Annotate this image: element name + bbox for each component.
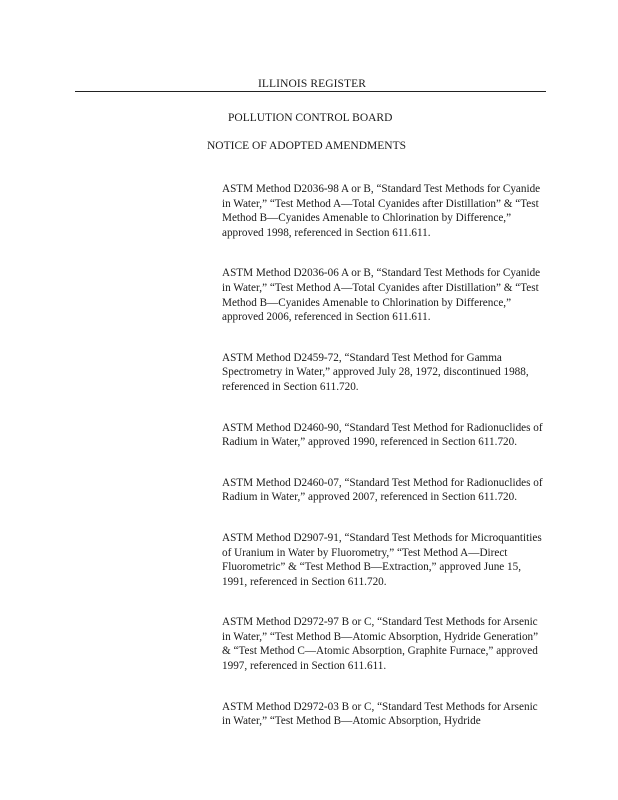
method-entry-d2460-07: ASTM Method D2460-07, “Standard Test Method for Radionuclides of Radium in Water,” approved 2007, referenced in Section 611.720.: [222, 476, 543, 504]
method-entry-d2972-97: ASTM Method D2972-97 B or C, “Standard Test Methods for Arsenic in Water,” “Test Method B—Atomic Absorption, Hydride Generation” & “Test Method C—Atomic Absorption, Graphite Furnace,” approved 1997, referenced in Section 611.611.: [222, 616, 539, 673]
header-rule: [75, 91, 546, 92]
board-title: POLLUTION CONTROL BOARD: [228, 112, 393, 124]
method-entry-d2460-90: ASTM Method D2460-90, “Standard Test Method for Radionuclides of Radium in Water,” approved 1990, referenced in Section 611.720.: [222, 421, 543, 449]
method-entry-d2907-91: ASTM Method D2907-91, “Standard Test Methods for Microquantities of Uranium in Water by Fluorometry,” “Test Method A—Direct Fluorometric” & “Test Method B—Extraction,” approved June 15, 1991, referenced in Section 611.720.: [222, 531, 542, 588]
notice-title: NOTICE OF ADOPTED AMENDMENTS: [207, 140, 407, 152]
method-entry-d2036-06: ASTM Method D2036-06 A or B, “Standard Test Methods for Cyanide in Water,” “Test Method A—Total Cyanides after Distillation” & “Test Method B—Cyanides Amenable to Chlorination by Difference,” approved 2006, referenced in Section 611.611.: [222, 267, 541, 324]
method-entry-d2036-98: ASTM Method D2036-98 A or B, “Standard Test Methods for Cyanide in Water,” “Test Method A—Total Cyanides after Distillation” & “Test Method B—Cyanides Amenable to Chlorination by Difference,” approved 1998, referenced in Section 611.611.: [222, 183, 541, 239]
register-title: ILLINOIS REGISTER: [258, 78, 367, 90]
method-entry-d2972-03: ASTM Method D2972-03 B or C, “Standard Test Methods for Arsenic in Water,” “Test Method B—Atomic Absorption, Hydride: [222, 700, 538, 728]
method-entry-d2459-72: ASTM Method D2459-72, “Standard Test Method for Gamma Spectrometry in Water,” approved July 28, 1972, discontinued 1988, referenced in Section 611.720.: [222, 351, 529, 393]
method-list: [222, 182, 544, 755]
